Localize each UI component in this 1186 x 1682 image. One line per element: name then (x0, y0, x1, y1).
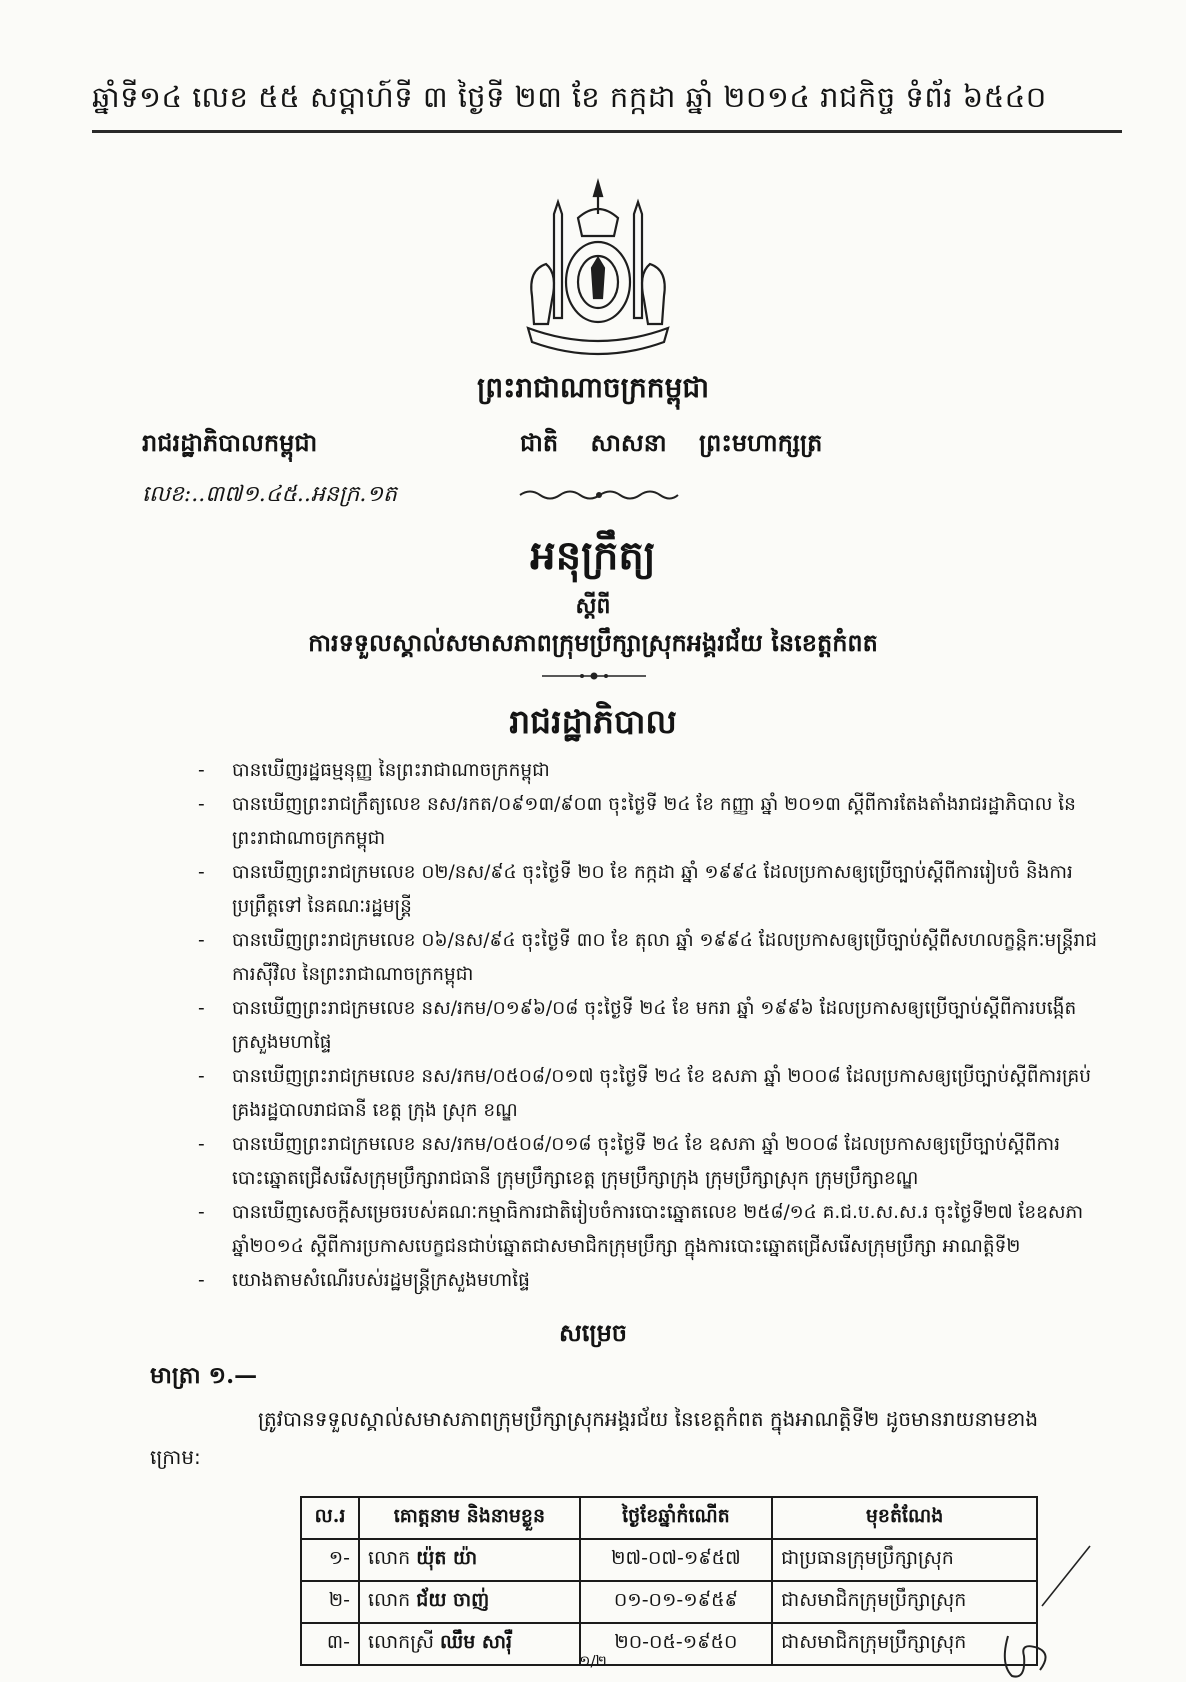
header-no: ល.រ (301, 1497, 359, 1539)
preamble-item: - បានឃើញព្រះរាជក្រមលេខ ០២/នស/៩៤ ចុះថ្ងៃទី ២០ ខែ កក្កដា ឆ្នាំ ១៩៩៤ ដែលប្រកាសឲ្យប្រើច្បាប់ស្តីពីការរៀបចំ និងការប្រព្រឹត្តទៅ នៃគណៈរដ្ឋមន្ត្រី (232, 856, 1112, 924)
row-position: ជាសមាជិកក្រុមប្រឹក្សាស្រុក (772, 1581, 1037, 1623)
header-name: គោត្តនាម និងនាមខ្លួន (359, 1497, 580, 1539)
table-row (301, 1581, 1037, 1623)
row-position: ជាសមាជិកក្រុមប្រឹក្សាស្រុក (772, 1623, 1037, 1665)
document-title: អនុក្រឹត្យ (530, 532, 656, 579)
preamble-item: - បានឃើញព្រះរាជក្រមលេខ ០៦/នស/៩៤ ចុះថ្ងៃទី ៣០ ខែ តុលា ឆ្នាំ ១៩៩៤ ដែលប្រកាសឲ្យប្រើច្បាប់ស្តីពីសហលក្ខន្តិកៈមន្ត្រីរាជការស៊ីវិល នៃព្រះរាជាណាចក្រកម្ពុជា (232, 924, 1112, 992)
row-title: លោក (368, 1589, 411, 1611)
header-rule (92, 130, 1122, 133)
row-person-name: ឈឹម សារ៉ឺ (440, 1631, 513, 1653)
decorative-ornament-icon (518, 486, 680, 504)
header-position: មុខតំណែង (772, 1497, 1037, 1539)
members-table (300, 1496, 1038, 1666)
decision-heading: សម្រេច (558, 1318, 628, 1347)
row-name (359, 1581, 580, 1623)
preamble-item: - យោងតាមសំណើរបស់រដ្ឋមន្ត្រីក្រសួងមហាផ្ទៃ (232, 1264, 1112, 1298)
reference-number: លេខ:..៣៧១.៤៥..អនក្រ.១ត (142, 482, 397, 507)
kingdom-title: ព្រះរាជាណាចក្រកម្ពុជា (476, 371, 709, 404)
row-person-name: ជ័យ ចាញ់ (416, 1589, 490, 1611)
row-no: ២- (301, 1581, 359, 1623)
row-no: ៣- (301, 1623, 359, 1665)
row-title: លោក (368, 1547, 411, 1569)
government-name: រាជរដ្ឋាភិបាលកម្ពុជា (142, 428, 318, 457)
row-dob: ០១-០១-១៩៥៩ (580, 1581, 772, 1623)
national-motto: ជាតិ សាសនា ព្រះមហាក្សត្រ (520, 428, 823, 457)
article-label: មាត្រា ១.— (150, 1362, 258, 1389)
table-header-row (301, 1497, 1037, 1539)
preamble-item: - បានឃើញព្រះរាជក្រមលេខ នស/រកម/០៥០៨/០១៧ ចុះថ្ងៃទី ២៤ ខែ ឧសភា ឆ្នាំ ២០០៨ ដែលប្រកាសឲ្យប្រើច្បាប់ស្តីពីការគ្រប់គ្រងរដ្ឋបាលរាជធានី ខេត្ត ក្រុង ស្រុក ខណ្ឌ (232, 1060, 1112, 1128)
preamble-item: - បានឃើញព្រះរាជក្រមលេខ នស/រកម/០៥០៨/០១៨ ចុះថ្ងៃទី ២៤ ខែ ឧសភា ឆ្នាំ ២០០៨ ដែលប្រកាសឲ្យប្រើច្បាប់ស្តីពីការបោះឆ្នោតជ្រើសរើសក្រុមប្រឹក្សារាជធានី ក្រុមប្រឹក្សាខេត្ត ក្រុមប្រឹក្សាក្រុង ក្រុមប្រឹក្សាស្រុក ក្រុមប្រឹក្សាខណ្ឌ (232, 1128, 1112, 1196)
article-text: ត្រូវបានទទួលស្គាល់សមាសភាពក្រុមប្រឹក្សាស្រុកអង្គរជ័យ នៃខេត្តកំពត ក្នុងអាណត្តិទី២ ដូចមានរាយនាមខាងក្រោម: (150, 1407, 1039, 1469)
preamble-item: - បានឃើញព្រះរាជក្រឹត្យលេខ នស/រកត/០៩១៣/៩០៣ ចុះថ្ងៃទី ២៤ ខែ កញ្ញា ឆ្នាំ ២០១៣ ស្តីពីការតែងតាំងរាជរដ្ឋាភិបាល នៃព្រះរាជាណាចក្រកម្ពុជា (232, 788, 1112, 856)
row-name (359, 1539, 580, 1581)
row-dob: ២៧-០៧-១៩៥៧ (580, 1539, 772, 1581)
row-dob: ២០-០៥-១៩៥០ (580, 1623, 772, 1665)
row-no: ១- (301, 1539, 359, 1581)
preamble-item: - បានឃើញរដ្ឋធម្មនុញ្ញ នៃព្រះរាជាណាចក្រកម្ពុជា (232, 754, 1112, 788)
row-title: លោកស្រី (368, 1631, 434, 1653)
table-row (301, 1539, 1037, 1581)
row-person-name: យ៉ុត យ៉ា (416, 1547, 478, 1569)
preamble-list (232, 754, 1112, 1298)
gazette-header: ឆ្នាំទី១៤ លេខ ៥៥ សប្តាហ៍ទី ៣ ថ្ងៃទី ២៣ ខែ កក្កដា ឆ្នាំ ២០១៤ រាជកិច្ច ទំព័រ ៦៥៤០ (92, 80, 1047, 114)
government-heading: រាជរដ្ឋាភិបាល (509, 702, 677, 741)
document-about: ស្តីពី (575, 593, 611, 619)
preamble-item: - បានឃើញសេចក្តីសម្រេចរបស់គណៈកម្មាធិការជាតិរៀបចំការបោះឆ្នោតលេខ ២៥៨/១៤ គ.ជ.ប.ស.ស.រ ចុះថ្ងៃទី២៧ ខែឧសភា ឆ្នាំ២០១៤ ស្តីពីការប្រកាសបេក្ខជនជាប់ឆ្នោតជាសមាជិកក្រុមប្រឹក្សា ក្នុងការបោះឆ្នោតជ្រើសរើសក្រុមប្រឹក្សា អាណត្តិទី២ (232, 1196, 1112, 1264)
header-dob: ថ្ងៃខែឆ្នាំកំណើត (580, 1497, 772, 1539)
divider-ornament-icon (542, 670, 646, 682)
preamble-item: - បានឃើញព្រះរាជក្រមលេខ នស/រកម/០១៩៦/០៨ ចុះថ្ងៃទី ២៤ ខែ មករា ឆ្នាំ ១៩៩៦ ដែលប្រកាសឲ្យប្រើច្បាប់ស្តីពីការបង្កើតក្រសួងមហាផ្ទៃ (232, 992, 1112, 1060)
royal-coat-of-arms-icon (518, 178, 678, 360)
document-subject: ការទទួលស្គាល់សមាសភាពក្រុមប្រឹក្សាស្រុកអង្គរជ័យ នៃខេត្តកំពត (308, 628, 878, 657)
row-position: ជាប្រធានក្រុមប្រឹក្សាស្រុក (772, 1539, 1037, 1581)
page-number: ១/២ (579, 1652, 607, 1670)
